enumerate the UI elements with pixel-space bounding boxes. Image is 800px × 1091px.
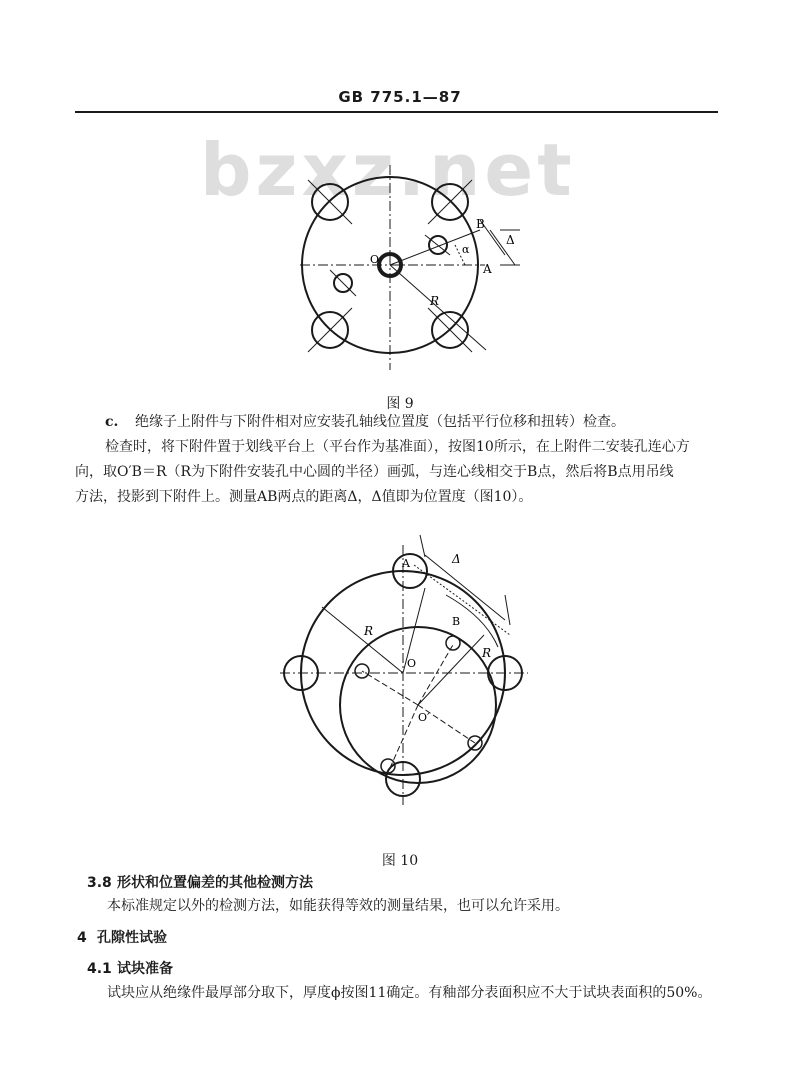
section-4-1-title: 试块准备 [117,961,173,977]
fig10-label-O: O [407,657,417,670]
fig10-label-delta: Δ [452,552,461,566]
section-4-1-body: 试块应从绝缘件最厚部分取下，厚度ϕ按图11确定。有釉部分表面积应不大于试块表面积的50%。 [107,985,712,1001]
section-4-heading [77,927,167,947]
item-c: c. [105,414,119,430]
fig10-label-A: A [402,557,410,570]
figure-9-caption: 图 9 [386,396,414,412]
fig9-label-B: B [476,217,485,231]
watermark: bzxz.net [200,128,576,212]
fig9-label-R: R [430,294,440,308]
section-3-8-title: 形状和位置偏差的其他检测方法 [117,875,313,891]
figure-10-diagram [270,525,540,815]
item-c-text: 绝缘子上附件与下附件相对应安装孔轴线位置度（包括平行位移和扭转）检查。 [135,414,625,430]
section-3-8-body: 本标准规定以外的检测方法，如能获得等效的测量结果，也可以允许采用。 [107,898,569,914]
fig10-label-R1: R [364,624,374,638]
figure-9-diagram [290,160,530,385]
header-rule [75,111,718,113]
paragraph-c [75,410,735,510]
section-3-8-heading [87,872,313,892]
fig10-label-O-prime: O′ [418,711,430,724]
standard-number-header: GB 775.1—87 [338,88,462,106]
fig9-label-alpha: α [462,243,470,256]
figure-10-caption: 图 10 [381,853,419,869]
section-4-1-heading [87,958,173,978]
fig9-label-delta: Δ [506,233,515,247]
paragraph-c-line-4: 方法，投影到下附件上。测量AB两点的距离Δ，Δ值即为位置度（图10）。 [75,489,533,505]
fig9-label-O: O [370,253,380,266]
section-4-1-number: 4.1 [87,961,112,977]
fig10-label-R2: R [482,646,492,660]
fig10-label-B: B [452,615,461,628]
paragraph-c-line-2: 检查时，将下附件置于划线平台上（平台作为基准面），按图10所示，在上附件二安装孔连心方 [105,439,690,455]
section-4-title: 孔隙性试验 [97,930,167,946]
paragraph-c-line-3: 向，取O′B＝R（R为下附件安装孔中心圆的半径）画弧，与连心线相交于B点，然后将B点用吊线 [75,464,674,480]
paragraph-c-line-1 [75,410,735,435]
section-4-number: 4 [77,930,87,946]
section-3-8-number: 3.8 [87,875,112,891]
fig9-label-A: A [483,262,492,276]
